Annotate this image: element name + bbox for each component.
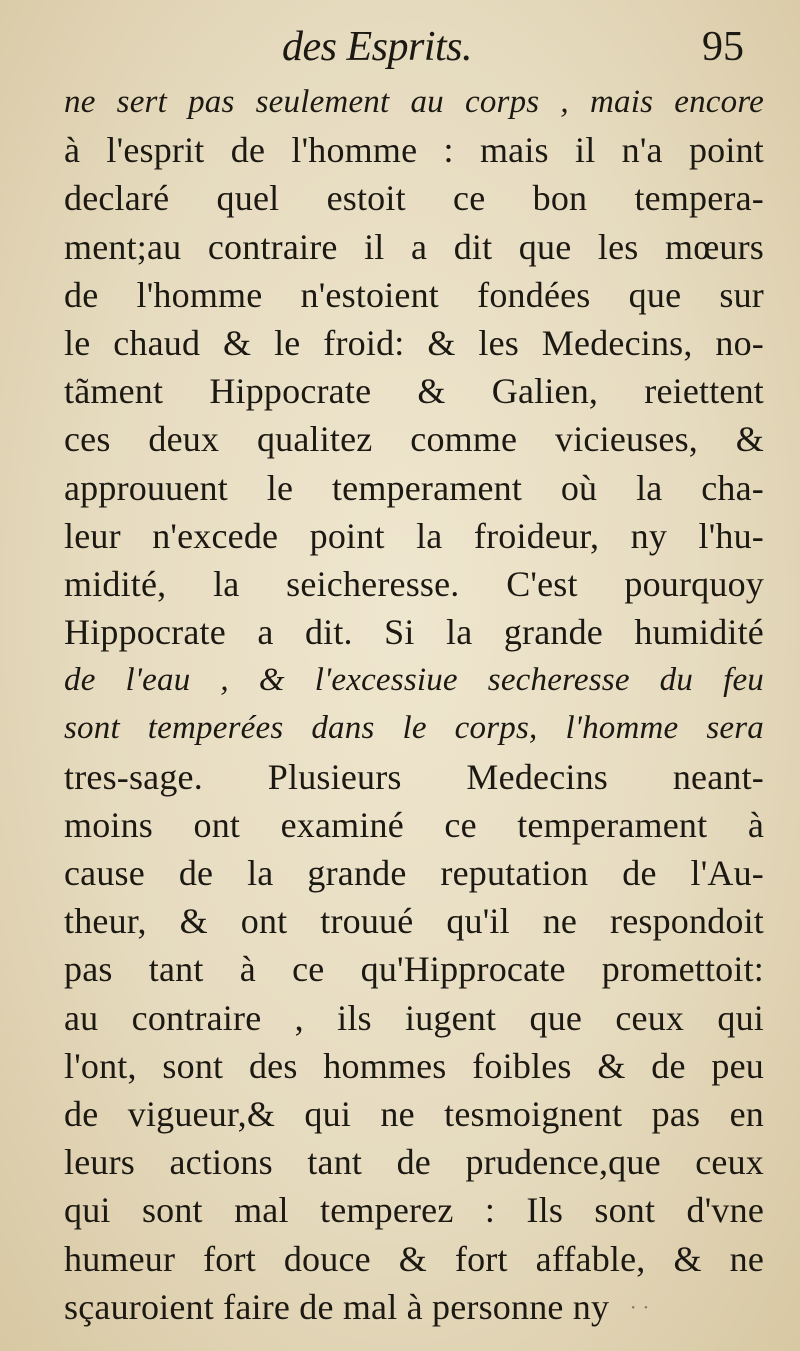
text-line: theur, & ont trouué qu'il ne respondoit [64,901,764,942]
text-line: ces deux qualitez comme vicieuses, & [64,419,764,460]
text-line: le chaud & le froid: & les Medecins, no- [64,322,764,363]
text-line: leurs actions tant de prudence,que ceux [64,1142,764,1183]
ink-smudge: · · [630,1295,650,1319]
text-line: à l'esprit de l'homme : mais il n'a point [64,130,764,171]
body-text [64,78,764,1331]
text-line: ne sert pas seulement au corps , mais encore [64,84,764,120]
text-line: ment;au contraire il a dit que les mœurs [64,226,764,267]
text-line: approuuent le temperament où la cha- [64,467,764,508]
text-line: au contraire , ils iugent que ceux qui [64,997,764,1038]
text-line: de vigueur,& qui ne tesmoignent pas en [64,1093,764,1134]
text-line: qui sont mal temperez : Ils sont d'vne [64,1190,764,1231]
text-line: humeur fort douce & fort affable, & ne [64,1238,764,1279]
running-title: des Esprits. [282,24,473,70]
text-line: pas tant à ce qu'Hipprocate promettoit: [64,949,764,990]
text-line: l'ont, sont des hommes foibles & de peu [64,1045,764,1086]
text-line: leur n'excede point la froideur, ny l'hu- [64,515,764,556]
text-line: midité, la seicheresse. C'est pourquoy [64,563,764,604]
page-number: 95 [702,24,744,70]
text-line: de l'homme n'estoient fondées que sur [64,274,764,315]
text-line: cause de la grande reputation de l'Au- [64,853,764,893]
text-line: tãment Hippocrate & Galien, reiettent [64,371,764,412]
text-line: tres-sage. Plusieurs Medecins neant- [64,756,764,797]
page-header [0,22,800,72]
text-line: moins ont examiné ce temperament à [64,804,764,845]
text-line: de l'eau , & l'excessiue secheresse du feu [64,662,764,699]
text-line: declaré quel estoit ce bon tempera- [64,178,764,219]
text-line: sçauroient faire de mal à personne ny [64,1286,610,1327]
text-line: Hippocrate a dit. Si la grande humidité [64,612,764,653]
text-line: sont temperées dans le corps, l'homme sera [64,710,764,747]
